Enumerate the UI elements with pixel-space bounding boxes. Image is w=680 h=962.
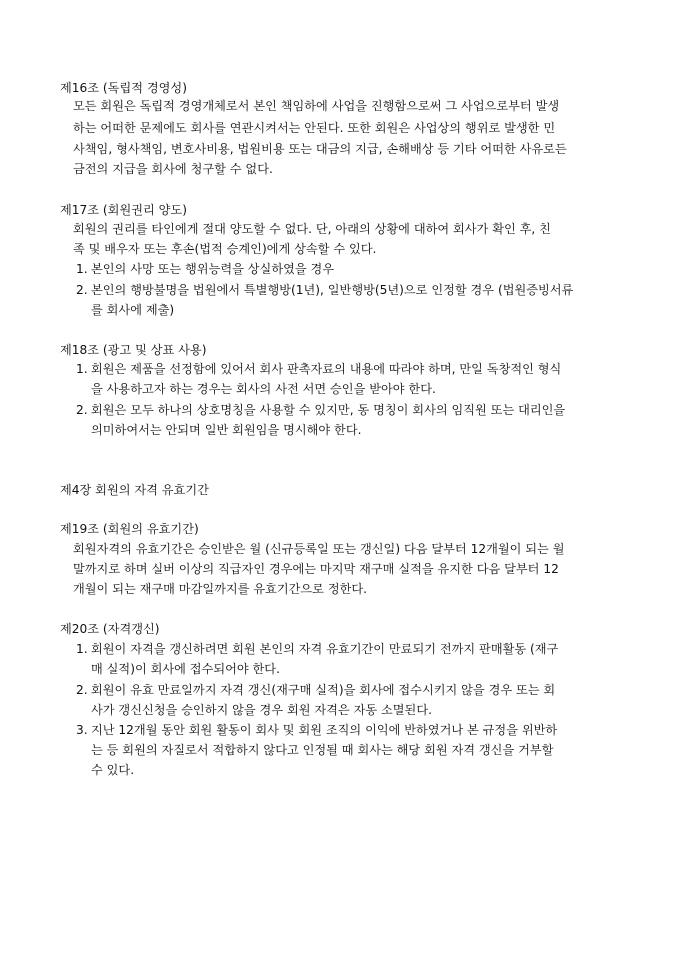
list-number: 2. [76, 283, 88, 297]
list-item-line: 본인의 사망 또는 행위능력을 상실하였을 경우 [91, 262, 335, 276]
body-line: 회원자격의 유효기간은 승인받은 월 (신규등록일 또는 갱신일) 다음 달부터 12개월이 되는 월 [73, 542, 565, 556]
list-item-line: 회원이 유효 만료일까지 자격 갱신(재구매 실적)을 회사에 접수시키지 않을 경우 또는 회 [91, 683, 556, 697]
body-line: 회원의 권리를 타인에게 절대 양도할 수 없다. 단, 아래의 상황에 대하여 회사가 확인 후, 친 [73, 222, 551, 236]
list-number: 1. [76, 362, 88, 376]
article-heading: 제20조 (자격갱신) [60, 622, 160, 636]
article-heading: 제19조 (회원의 유효기간) [60, 522, 199, 536]
body-line: 사책임, 형사책임, 변호사비용, 법원비용 또는 대금의 지급, 손해배상 등 기타 어떠한 사유로든 [73, 142, 567, 156]
article-heading: 제16조 (독립적 경영성) [60, 81, 187, 95]
list-item-line: 의미하여서는 안되며 일반 회원임을 명시해야 한다. [91, 423, 362, 437]
chapter-heading: 제4장 회원의 자격 유효기간 [60, 483, 209, 497]
body-line: 금전의 지급을 회사에 청구할 수 없다. [73, 162, 273, 176]
body-line: 개월이 되는 재구매 마감일까지를 유효기간으로 정한다. [73, 582, 368, 596]
list-item-line: 매 실적)이 회사에 접수되어야 한다. [91, 662, 280, 676]
list-number: 1. [76, 262, 88, 276]
body-line: 말까지로 하며 실버 이상의 직급자인 경우에는 마지막 재구매 실적을 유지한 다음 달부터 12 [73, 562, 559, 576]
article-heading: 제18조 (광고 및 상표 사용) [60, 343, 207, 357]
list-item-line: 회원은 모두 하나의 상호명칭을 사용할 수 있지만, 동 명칭이 회사의 임직원 또는 대리인을 [91, 403, 566, 417]
list-item-line: 회원은 제품을 선정함에 있어서 회사 판촉자료의 내용에 따라야 하며, 만일 독창적인 형식 [91, 362, 562, 376]
list-item-line: 본인의 행방불명을 법원에서 특별행방(1년), 일반행방(5년)으로 인정할 경우 (법원증빙서류 [91, 283, 574, 297]
list-item-line: 수 있다. [91, 763, 135, 777]
list-item-line: 지난 12개월 동안 회원 활동이 회사 및 회원 조직의 이익에 반하였거나 본 규정을 위반하 [91, 723, 558, 737]
list-number: 2. [76, 403, 88, 417]
list-number: 2. [76, 683, 88, 697]
list-item-line: 는 등 회원의 자질로서 적합하지 않다고 인정될 때 회사는 해당 회원 자격 갱신을 거부할 [91, 743, 554, 757]
article-heading: 제17조 (회원권리 양도) [60, 203, 187, 217]
list-item-line: 회원이 자격을 갱신하려면 회원 본인의 자격 유효기간이 만료되기 전까지 판매활동 (재구 [91, 642, 559, 656]
list-item-line: 을 사용하고자 하는 경우는 회사의 사전 서면 승인을 받아야 한다. [91, 382, 436, 396]
body-line: 족 및 배우자 또는 후손(법적 승계인)에게 상속할 수 있다. [73, 242, 377, 256]
list-item-line: 사가 갱신신청을 승인하지 않을 경우 회원 자격은 자동 소멸된다. [91, 703, 432, 717]
list-item-line: 를 회사에 제출) [91, 303, 175, 317]
list-number: 3. [76, 723, 88, 737]
body-line: 모든 회원은 독립적 경영개체로서 본인 책임하에 사업을 진행함으로써 그 사업으로부터 발생 [73, 99, 560, 113]
list-number: 1. [76, 642, 88, 656]
body-line: 하는 어떠한 문제에도 회사를 연관시켜서는 안된다. 또한 회원은 사업상의 행위로 발생한 민 [73, 121, 556, 135]
